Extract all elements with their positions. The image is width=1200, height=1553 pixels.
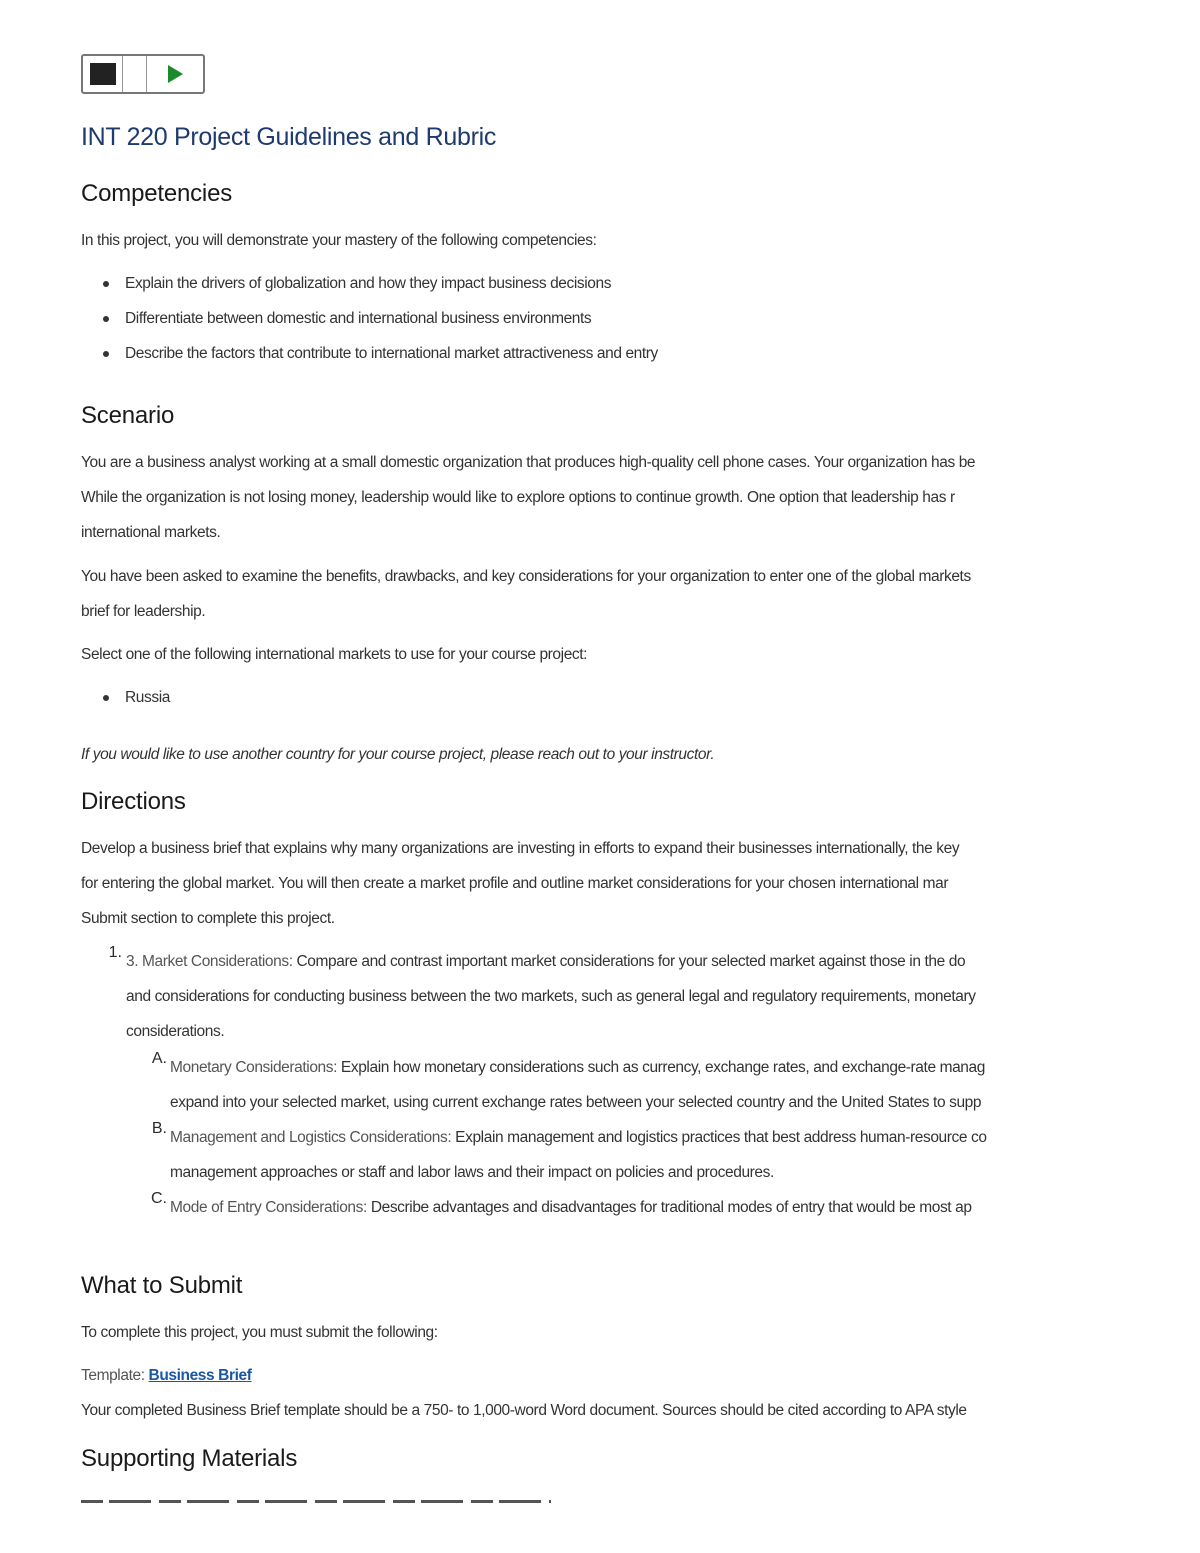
page-title: INT 220 Project Guidelines and Rubric (81, 123, 497, 151)
scenario-heading: Scenario (81, 402, 175, 429)
stop-icon (90, 63, 116, 85)
item-label: 3. Market Considerations: (126, 953, 293, 970)
playback-toolbar (81, 54, 205, 94)
directions-paragraph-line: Submit section to complete this project. (81, 910, 335, 927)
subitem-label: Monetary Considerations: (170, 1059, 338, 1076)
scenario-paragraph-line: You are a business analyst working at a small domestic organization that produces high-quality cell phone cases. Your organization has be (81, 454, 976, 471)
competencies-heading: Competencies (81, 180, 233, 207)
item-text: Compare and contrast important market considerations for your selected market against those in the do (292, 953, 966, 970)
cut-off-text-line (81, 1500, 551, 1503)
subitem-label: Management and Logistics Considerations: (170, 1129, 452, 1146)
stop-button[interactable] (83, 56, 123, 92)
instructor-note: If you would like to use another country for your course project, please reach out to your instructor. (81, 746, 715, 763)
list-letter: C. (151, 1190, 167, 1207)
template-label: Template: (81, 1367, 145, 1384)
list-item: Differentiate between domestic and international business environments (125, 301, 1119, 336)
play-button[interactable] (147, 56, 203, 92)
subitem-line: expand into your selected market, using current exchange rates between your selected country and the United States to supp (170, 1094, 982, 1111)
list-item: Russia (125, 680, 1119, 715)
list-item: Describe the factors that contribute to international market attractiveness and entry (125, 336, 1119, 371)
list-item: Explain the drivers of globalization and how they impact business decisions (125, 266, 1119, 301)
directions-heading: Directions (81, 788, 186, 815)
submit-heading: What to Submit (81, 1272, 243, 1299)
competencies-intro: In this project, you will demonstrate your mastery of the following competencies: (81, 232, 597, 249)
submit-description: Your completed Business Brief template should be a 750- to 1,000-word Word document. Sources should be cited according to APA style (81, 1402, 967, 1419)
subitem-text: Explain management and logistics practices that best address human-resource co (451, 1129, 987, 1146)
directions-item-line: and considerations for conducting business between the two markets, such as general legal and regulatory requirements, monetary (126, 988, 976, 1005)
subitem-line (81, 1050, 1119, 1085)
directions-paragraph-line: for entering the global market. You will then create a market profile and outline market considerations for your chosen international mar (81, 875, 949, 892)
document-page (81, 54, 1119, 1544)
directions-item-line (81, 944, 1119, 979)
submit-intro: To complete this project, you must submit the following: (81, 1324, 438, 1341)
subitem-line (81, 1120, 1119, 1155)
scenario-paragraph-line: While the organization is not losing money, leadership would like to explore options to continue growth. One option that leadership has r (81, 489, 955, 506)
list-letter: A. (151, 1050, 167, 1067)
scenario-paragraph-line: You have been asked to examine the benefits, drawbacks, and key considerations for your organization to enter one of the global markets (81, 568, 971, 585)
play-icon (168, 65, 183, 83)
competencies-list (81, 266, 1119, 371)
markets-list (81, 680, 1119, 715)
template-line (81, 1358, 1119, 1393)
subitem-label: Mode of Entry Considerations: (170, 1199, 367, 1216)
list-letter: B. (151, 1120, 167, 1137)
scenario-paragraph-line: brief for leadership. (81, 603, 206, 620)
subitem-text: Explain how monetary considerations such as currency, exchange rates, and exchange-rate manag (337, 1059, 985, 1076)
subitem-line (81, 1190, 1119, 1225)
subitem-text: Describe advantages and disadvantages for traditional modes of entry that would be most ap (366, 1199, 972, 1216)
supporting-heading: Supporting Materials (81, 1445, 298, 1472)
directions-item-line: considerations. (126, 1023, 225, 1040)
scenario-paragraph-line: international markets. (81, 524, 221, 541)
directions-paragraph-line: Develop a business brief that explains why many organizations are investing in efforts to expand their businesses internationally, the key (81, 840, 960, 857)
business-brief-link[interactable]: Business Brief (148, 1367, 252, 1384)
list-number: 1. (108, 944, 122, 961)
subitem-line: management approaches or staff and labor laws and their impact on policies and procedures. (170, 1164, 774, 1181)
market-select-intro: Select one of the following international markets to use for your course project: (81, 646, 588, 663)
toolbar-separator (123, 56, 147, 92)
